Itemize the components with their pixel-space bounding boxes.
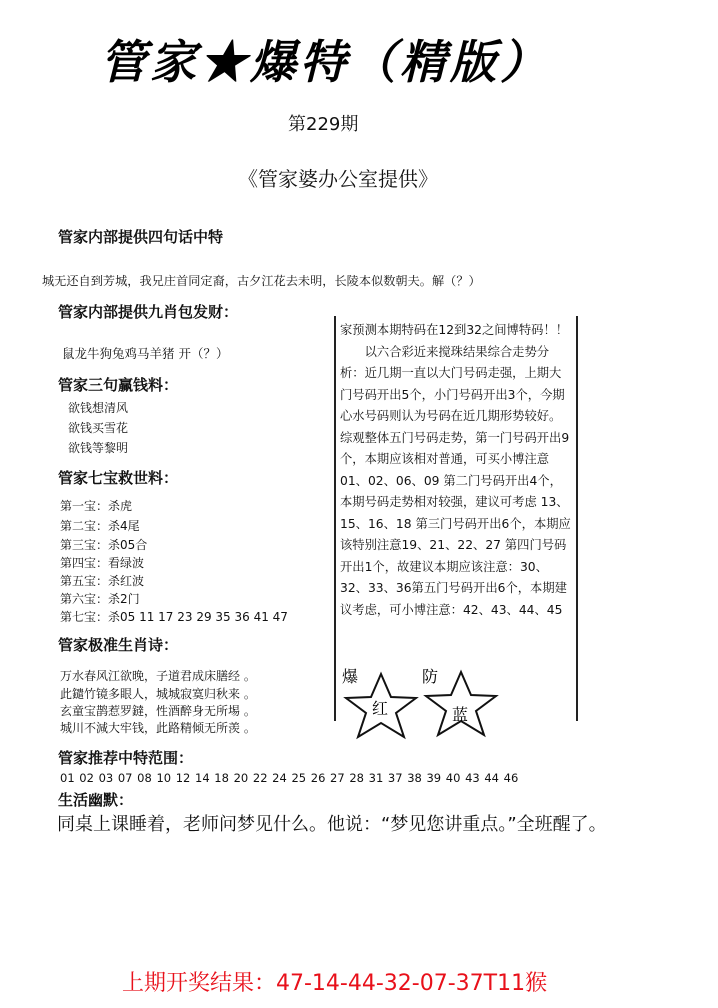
poem-line: 玄童宝鹊惹罗鐽，性酒醉身无所埸 。 xyxy=(60,704,256,718)
seven-treasures-heading: 管家七宝救世料： xyxy=(58,469,179,487)
last-draw-result: 上期开奖结果：47-14-44-32-07-37T11猴 xyxy=(122,971,548,996)
poem-line: 万水春风江欲晚，子道君成床膳经 。 xyxy=(60,669,256,683)
analysis-panel xyxy=(340,320,572,621)
treasure-item: 第七宝：杀05 11 17 23 29 35 36 41 47 xyxy=(60,610,288,624)
treasure-item: 第二宝：杀4尾 xyxy=(60,519,140,533)
star-emblems xyxy=(336,658,516,744)
three-lines-item: 欲钱想清风 xyxy=(68,401,129,415)
three-lines-item: 欲钱买雪花 xyxy=(68,421,129,435)
treasure-item: 第六宝：杀2门 xyxy=(60,592,140,606)
three-lines-heading: 管家三句赢钱料： xyxy=(58,376,179,394)
poem-heading: 管家极准生肖诗： xyxy=(58,636,179,654)
nine-zodiac-heading: 管家内部提供九肖包发财： xyxy=(58,303,239,321)
treasure-item: 第五宝：杀红波 xyxy=(60,574,145,588)
humor-text: 同桌上课睡着，老师问梦见什么。他说：“梦见您讲重点。”全班醒了。 xyxy=(57,814,607,835)
star-label-center-left: 红 xyxy=(372,699,389,718)
range-heading: 管家推荐中特范围： xyxy=(58,749,194,767)
three-lines-item: 欲钱等黎明 xyxy=(68,441,129,455)
star-label-top-left: 爆 xyxy=(342,667,359,686)
analysis-lead: 家预测本期特码在12到32之间博特码！！ xyxy=(340,323,569,337)
humor-heading: 生活幽默： xyxy=(58,791,134,809)
star-label-center-right: 蓝 xyxy=(452,705,469,724)
nine-zodiac-text: 鼠龙牛狗兔鸡马羊猪 开（？） xyxy=(62,346,229,361)
provider-line: 《管家婆办公室提供》 xyxy=(238,167,438,191)
treasure-item: 第三宝：杀05合 xyxy=(60,538,148,552)
treasure-item: 第一宝：杀虎 xyxy=(60,499,133,513)
analysis-body: 以六合彩近来搅珠结果综合走势分析：近几期一直以大门号码走强，上期大门号码开出5个，小门号码开出3个，今期心水号码则认为号码在近几期形势较好。综观整体五门号码走势，第一门号码开出9个，本期应该相对普通，可买小博注意 01、02、06、09 第二门号码开出4个，本期号码走势相对较强，建议可考虑 13、15、16、18 第三门号码开出6个，本期应该特别注意19、21、22、27 第四门号码开出1个，故建议本期应该注意：30、32、33、36第五门号码开出6个，本期建议考虑，可小博注意：42、43、44、45 xyxy=(340,344,571,617)
page-title: 管家★爆特（精版） xyxy=(100,35,550,89)
issue-number: 第229期 xyxy=(288,114,359,135)
treasure-item: 第四宝：看绿波 xyxy=(60,556,145,570)
four-lines-heading: 管家内部提供四句话中特 xyxy=(58,228,224,246)
four-lines-text: 城无还自到芳城，我兄庄首同定裔，古夕江花去未明，长陵本似数朝夫。解（？） xyxy=(42,274,481,288)
range-numbers: 01 02 03 07 08 10 12 14 18 20 22 24 25 26 27 28 31 37 38 39 40 43 44 46 xyxy=(60,771,519,785)
star-label-top-right: 防 xyxy=(422,667,439,686)
poem-line: 此鑓竹镜多眼人，城城寂寞归秋来 。 xyxy=(60,687,256,701)
poem-line: 城川不減大牢钱，此路精倾无所羡 。 xyxy=(60,721,256,735)
